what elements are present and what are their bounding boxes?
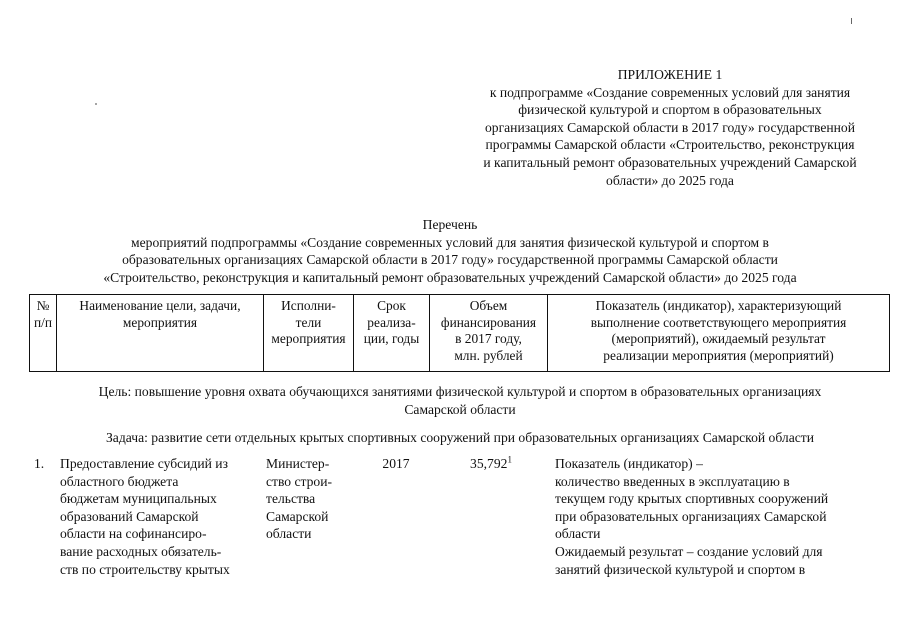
appendix-body: к подпрограмме «Создание современных условий для занятия физической культурой и спортом в образовательных организациях Самарской области в 2017 году» государственной программы Самарской области «Строительство, реконструкция и капитальный ремонт образовательных учреждений Самарской области» до 2025 года <box>483 84 857 188</box>
scan-speck <box>95 103 97 105</box>
table-header <box>29 294 890 372</box>
appendix-block <box>452 66 888 189</box>
list-heading <box>40 216 860 286</box>
row-number: 1. <box>34 456 45 471</box>
header-executor: Исполни- тели мероприятия <box>264 295 354 372</box>
row-volume <box>436 455 546 473</box>
goal-text: Цель: повышение уровня охвата обучающихся занятиями физической культурой и спортом в образовательных организациях Самарской области <box>98 384 822 417</box>
appendix-title: ПРИЛОЖЕНИЕ 1 <box>617 67 723 82</box>
row-name: Предоставление субсидий из областного бюджета бюджетам муниципальных образований Самарской области на софинансиро- вание расходных обязатель- ств по строительству крытых <box>60 456 230 577</box>
header-volume: Объем финансирования в 2017 году, млн. рублей <box>430 295 548 372</box>
header-name: Наименование цели, задачи, мероприятия <box>57 295 264 372</box>
header-row <box>30 295 890 372</box>
header-number: № п/п <box>30 295 57 372</box>
row-executor: Министер- ство строи- тельства Самарской области <box>266 456 333 542</box>
header-term: Срок реализа- ции, годы <box>354 295 430 372</box>
row-term: 2017 <box>382 456 410 471</box>
list-subtitle: мероприятий подпрограммы «Создание современных условий для занятия физической культурой и спортом в образовательных организациях Самарской области в 2017 году» государственной программы Самарской области «Строительство, реконструкция и капитальный ремонт образовательных учреждений Самарской области» до 2025 года <box>103 234 797 285</box>
scan-mark <box>851 18 852 24</box>
task-text: Задача: развитие сети отдельных крытых спортивных сооружений при образовательных организациях Самарской области <box>105 430 814 445</box>
row-volume-value: 35,792 <box>470 456 508 471</box>
footnote-marker: 1 <box>507 454 512 465</box>
row-indicator: Показатель (индикатор) – количество введенных в эксплуатацию в текущем году крытых спортивных сооружений при образовательных организациях Самарской области Ожидаемый результат – создание условий для занятий физической культурой и спортом в <box>555 456 829 577</box>
list-title: Перечень <box>422 217 478 232</box>
header-indicator: Показатель (индикатор), характеризующий выполнение соответствующего мероприятия (мероприятий), ожидаемый результат реализации мероприятия (мероприятий) <box>548 295 890 372</box>
